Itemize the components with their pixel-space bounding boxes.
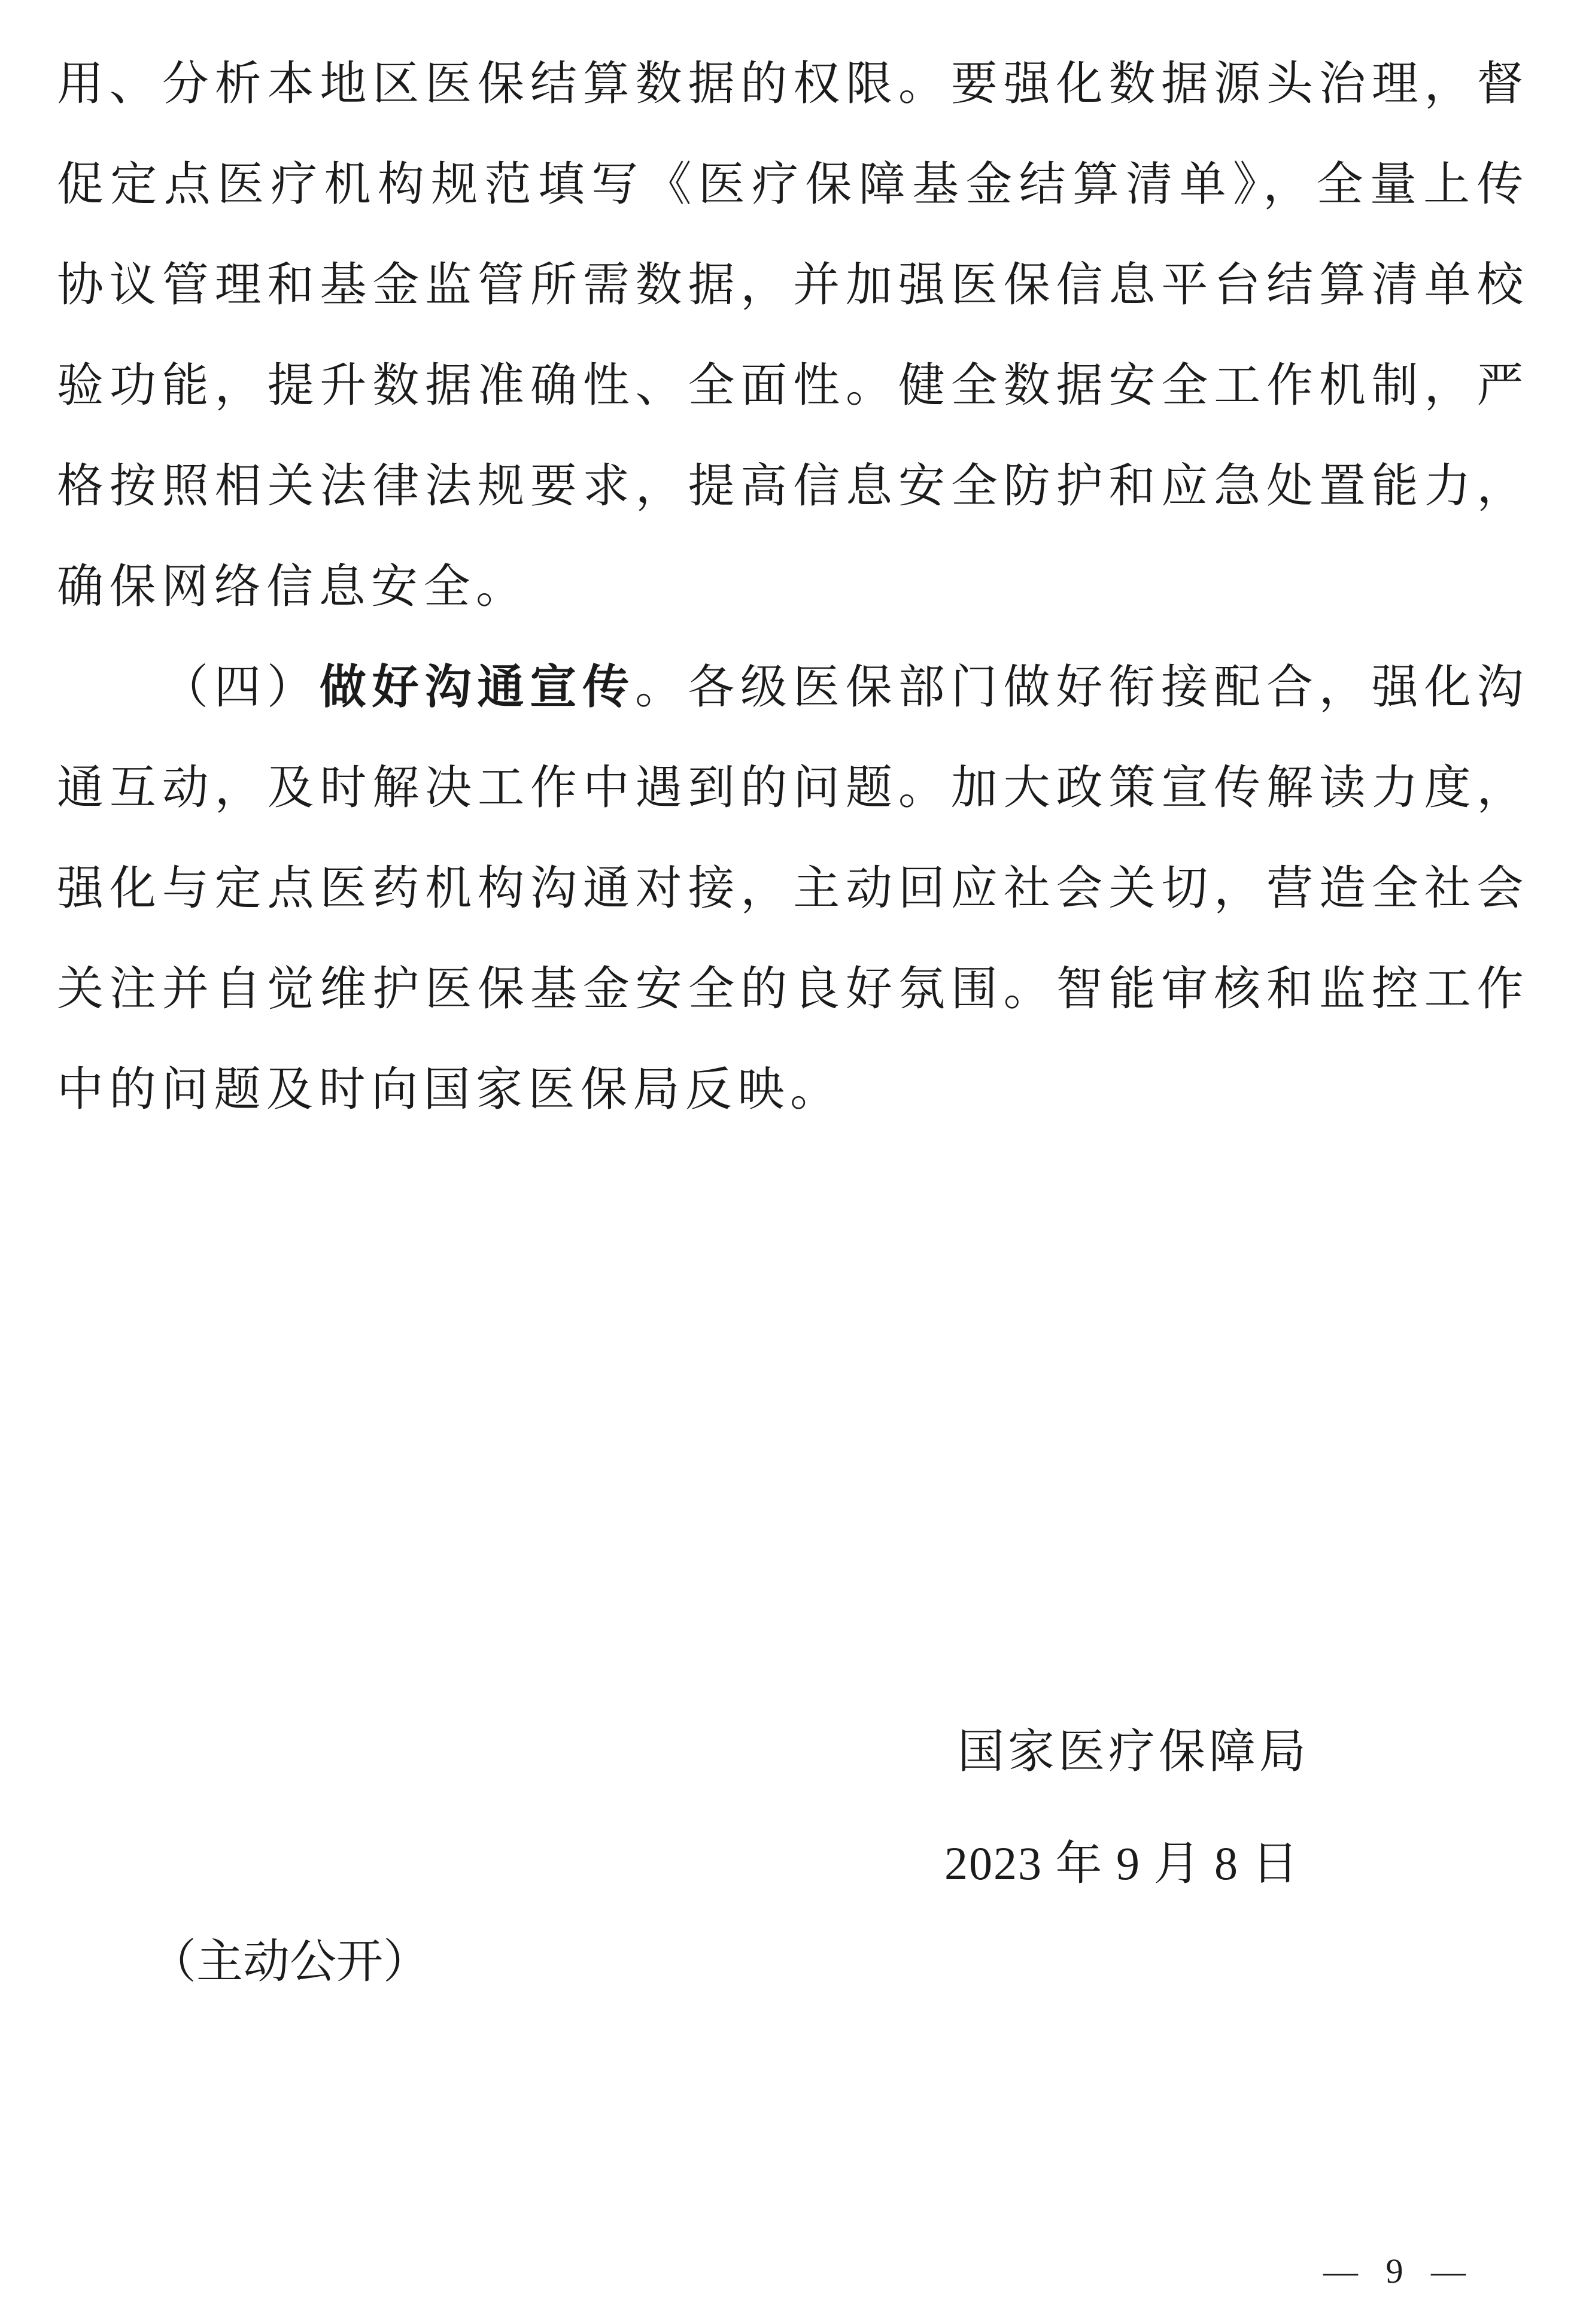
body-line-8: 通互动，及时解决工作中遇到的问题。加大政策宣传解读力度， xyxy=(57,761,1529,814)
body-line-9: 强化与定点医药机构沟通对接，主动回应社会关切，营造全社会 xyxy=(57,862,1529,914)
paragraph4-prefix: （四） xyxy=(162,661,320,713)
paragraph4-heading: 做好沟通宣传 xyxy=(319,661,636,713)
body-line-5: 格按照相关法律法规要求，提高信息安全防护和应急处置能力， xyxy=(57,460,1529,512)
body-line-6: 确保网络信息安全。 xyxy=(57,560,528,612)
paragraph4-rest: 。各级医保部门做好衔接配合，强化沟 xyxy=(635,661,1529,713)
body-line-4: 验功能，提升数据准确性、全面性。健全数据安全工作机制，严 xyxy=(57,359,1529,411)
body-line-1: 用、分析本地区医保结算数据的权限。要强化数据源头治理，督 xyxy=(57,57,1529,110)
publicity-note: （主动公开） xyxy=(150,1935,430,1988)
body-line-3: 协议管理和基金监管所需数据，并加强医保信息平台结算清单校 xyxy=(57,259,1529,311)
body-line-7-paragraph4 xyxy=(57,637,1529,738)
document-body xyxy=(57,34,1529,1140)
page-number: — 9 — xyxy=(1323,2252,1475,2290)
body-line-10: 关注并自觉维护医保基金安全的良好氛围。智能审核和监控工作 xyxy=(57,963,1529,1015)
signature-organization: 国家医疗保障局 xyxy=(958,1725,1310,1777)
signature-date: 2023 年 9 月 8 日 xyxy=(944,1837,1300,1889)
body-line-11: 中的问题及时向国家医保局反映。 xyxy=(57,1063,843,1115)
body-line-2: 促定点医疗机构规范填写《医疗保障基金结算清单》，全量上传 xyxy=(57,158,1529,210)
